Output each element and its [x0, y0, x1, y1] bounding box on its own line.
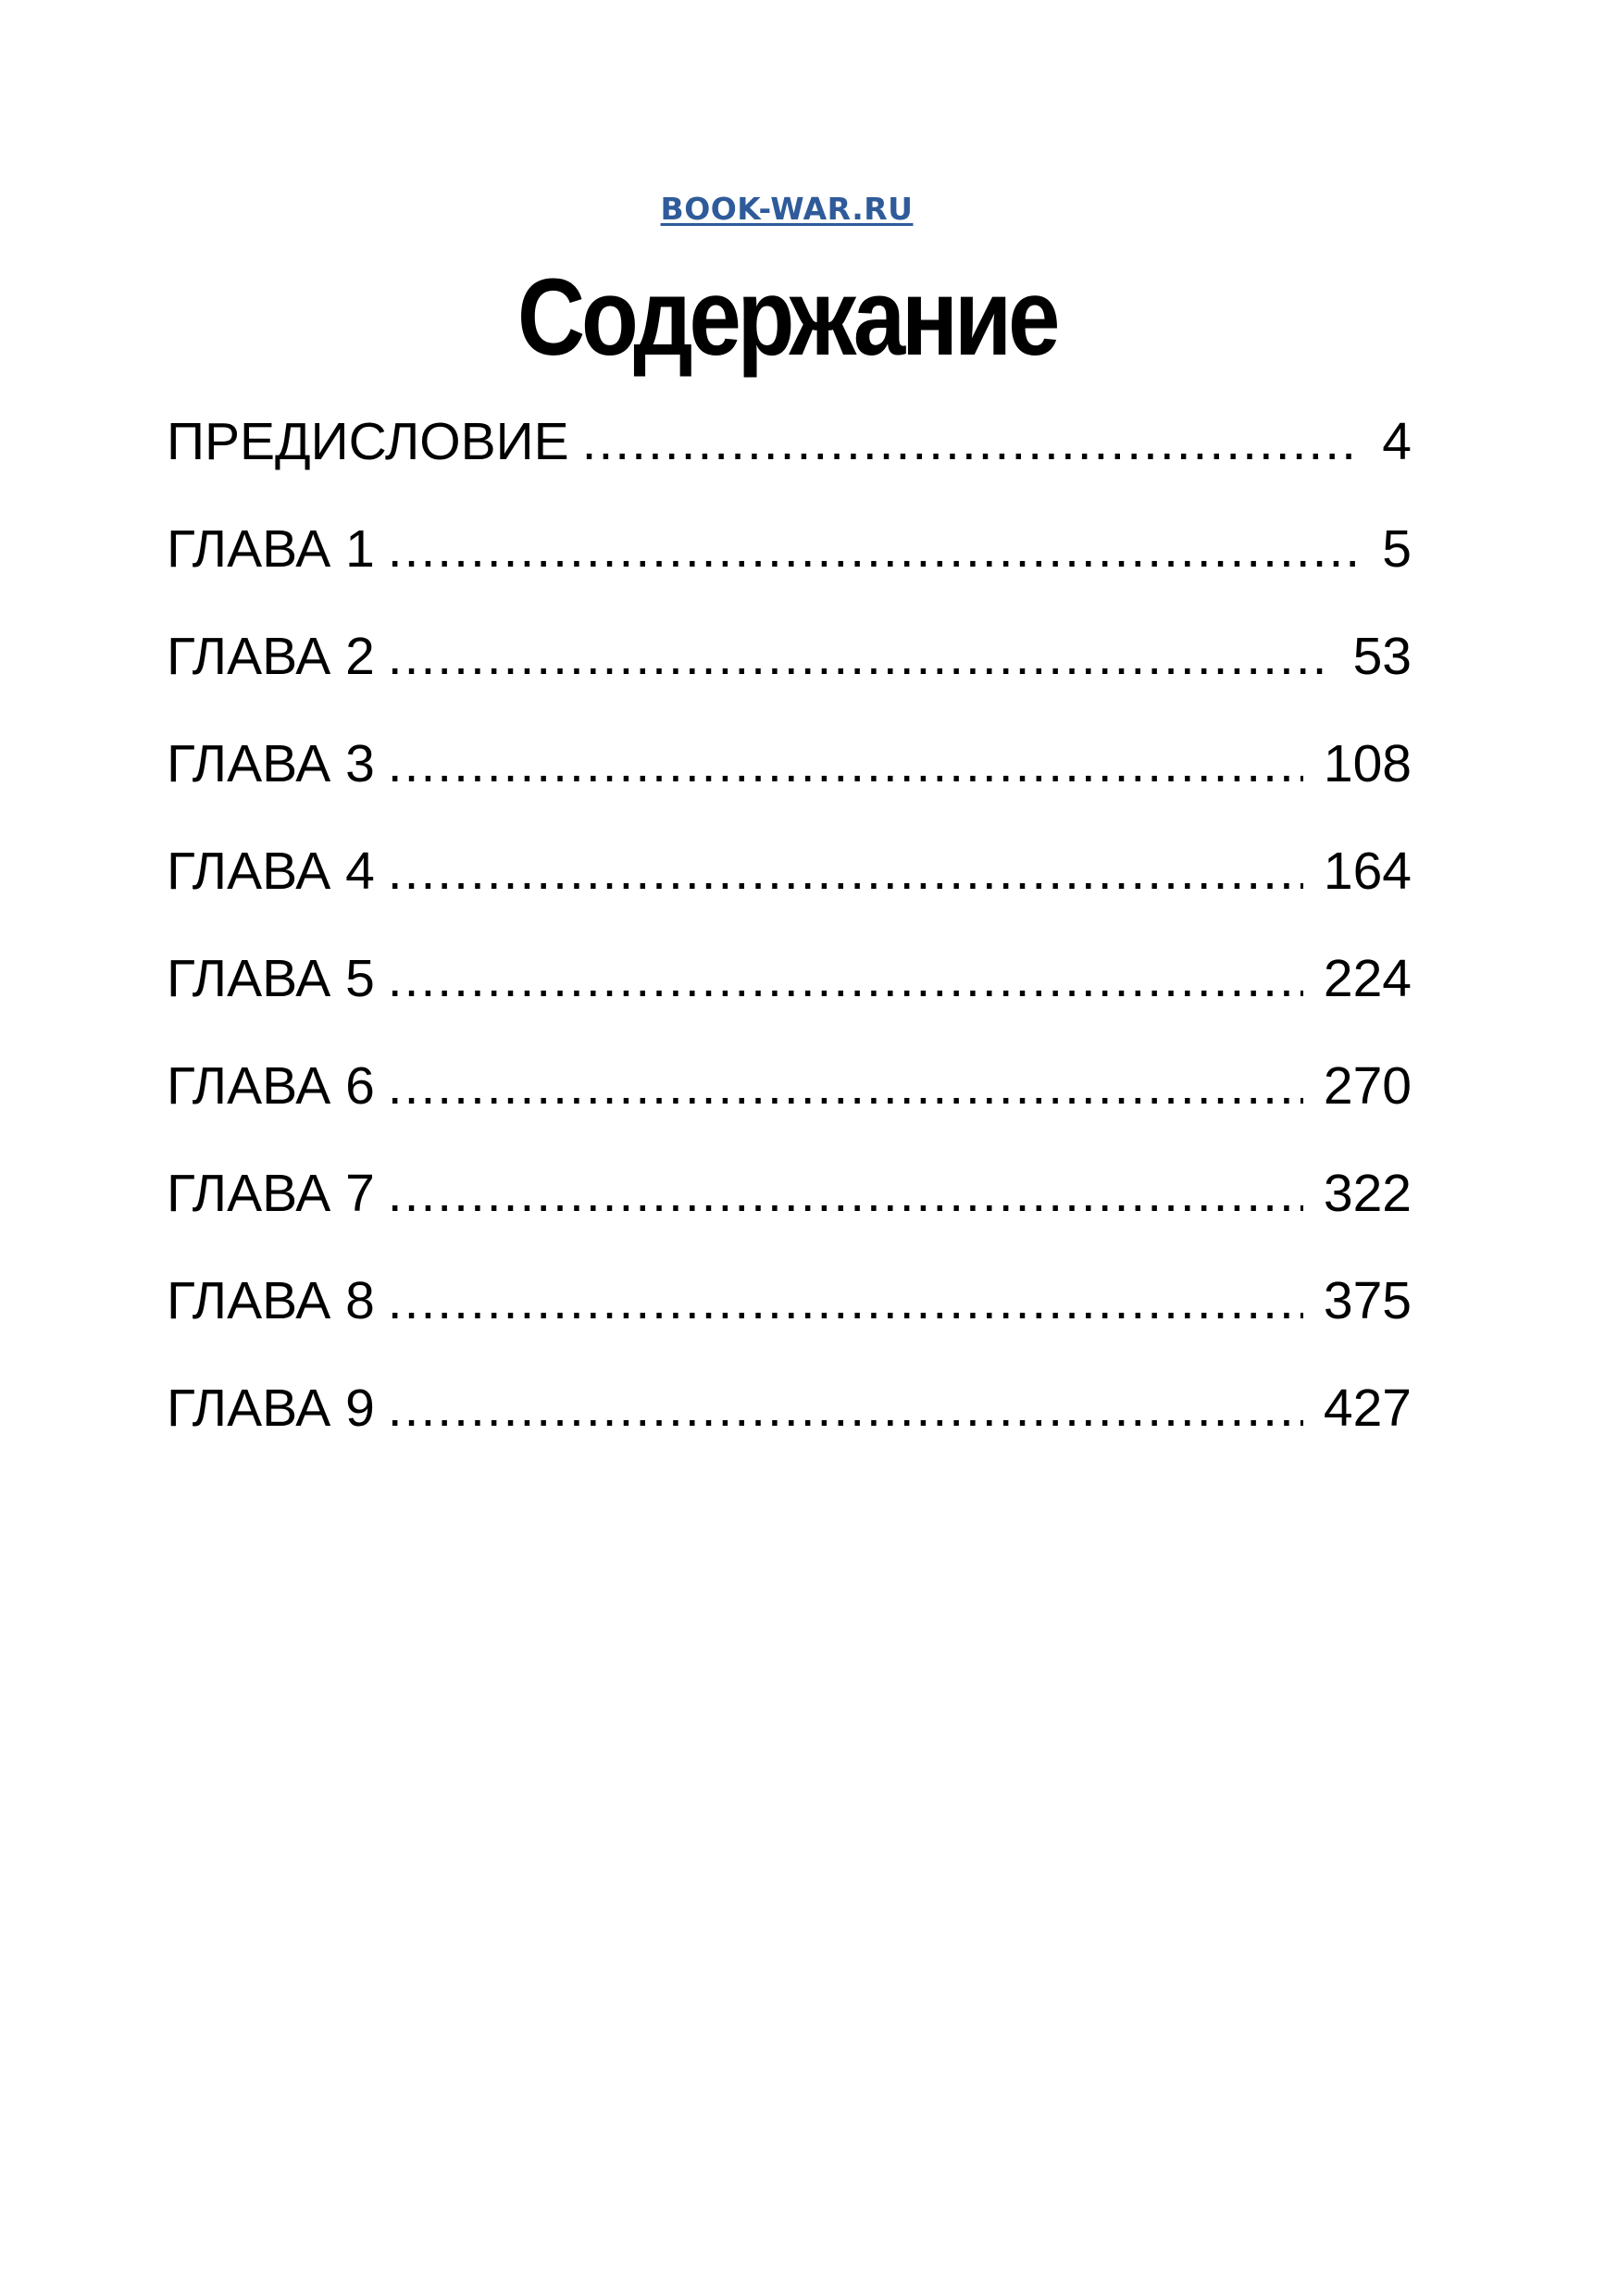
toc-entry-chapter-9[interactable] [167, 1366, 1412, 1474]
toc-dot-leader [388, 722, 1303, 805]
toc-page-number: 53 [1352, 627, 1412, 686]
toc-entry-chapter-7[interactable] [167, 1152, 1412, 1259]
toc-entry-label: ГЛАВА 3 [167, 734, 375, 793]
toc-dot-leader [388, 830, 1303, 913]
page-title: Содержание [517, 256, 1057, 379]
toc-entry-preface[interactable] [167, 400, 1412, 507]
table-of-contents [167, 400, 1412, 1474]
toc-entry-label: ПРЕДИСЛОВИЕ [167, 412, 569, 471]
toc-entry-label: ГЛАВА 2 [167, 627, 375, 686]
toc-dot-leader [388, 1152, 1303, 1235]
toc-entry-chapter-4[interactable] [167, 830, 1412, 937]
toc-dot-leader [388, 615, 1333, 698]
toc-entry-chapter-8[interactable] [167, 1259, 1412, 1366]
toc-page-number: 224 [1323, 949, 1412, 1008]
toc-entry-chapter-6[interactable] [167, 1044, 1412, 1152]
toc-entry-label: ГЛАВА 4 [167, 842, 375, 901]
toc-dot-leader [388, 1044, 1303, 1128]
toc-dot-leader [388, 937, 1303, 1020]
toc-entry-label: ГЛАВА 8 [167, 1271, 375, 1330]
toc-page-number: 5 [1382, 519, 1412, 579]
toc-entry-chapter-2[interactable] [167, 615, 1412, 722]
toc-entry-label: ГЛАВА 7 [167, 1164, 375, 1223]
toc-entry-chapter-3[interactable] [167, 722, 1412, 830]
toc-page-number: 375 [1323, 1271, 1412, 1330]
toc-dot-leader [388, 1259, 1303, 1342]
toc-entry-chapter-5[interactable] [167, 937, 1412, 1044]
toc-entry-chapter-1[interactable] [167, 507, 1412, 615]
site-link[interactable]: BOOK-WAR.RU [660, 191, 914, 227]
toc-dot-leader [388, 507, 1363, 591]
toc-entry-label: ГЛАВА 5 [167, 949, 375, 1008]
toc-entry-label: ГЛАВА 1 [167, 519, 375, 579]
toc-page-number: 164 [1323, 842, 1412, 901]
toc-page-number: 4 [1382, 412, 1412, 471]
toc-page-number: 427 [1323, 1379, 1412, 1438]
toc-entry-label: ГЛАВА 9 [167, 1379, 375, 1438]
toc-dot-leader [582, 400, 1363, 483]
toc-dot-leader [388, 1366, 1303, 1450]
toc-page-number: 108 [1323, 734, 1412, 793]
toc-page-number: 322 [1323, 1164, 1412, 1223]
toc-page-number: 270 [1323, 1056, 1412, 1116]
toc-entry-label: ГЛАВА 6 [167, 1056, 375, 1116]
